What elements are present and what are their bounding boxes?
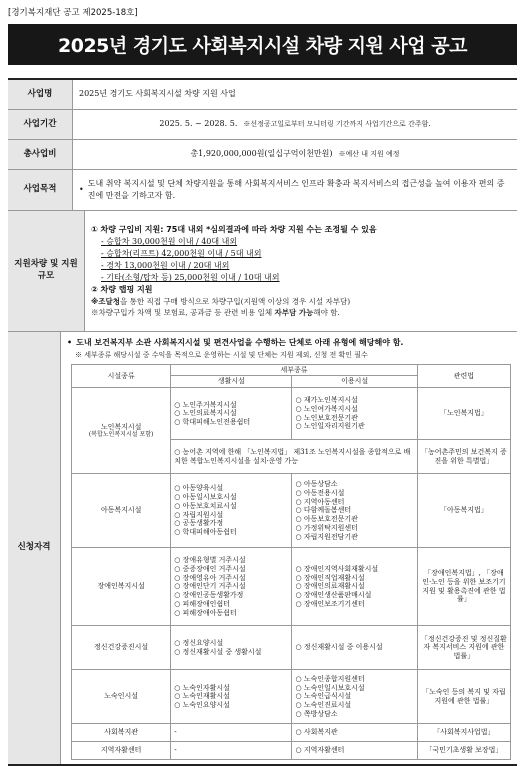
use-facilities: ○ 노숙인종합지원센터 ○ 노숙인일시보호시설 ○ 노숙인급식시설 ○ 노숙인진료시설 ○ 쪽방상담소 [292, 670, 417, 724]
table-row [72, 626, 511, 670]
live-facilities: - [171, 742, 292, 760]
live-facilities: ○ 노인주거복지시설 ○ 노인의료복지시설 ○ 학대피해노인전용쉼터 [171, 388, 292, 440]
row-label: 지원차량 및 지원규모 [8, 211, 85, 331]
facility-type-table [71, 364, 511, 761]
live-facilities: ○ 노숙인자활시설 ○ 노숙인재활시설 ○ 노숙인요양시설 [171, 670, 292, 724]
row-project-period [8, 110, 517, 140]
row-value: 2025년 경기도 사회복지시설 차량 지원 사업 [79, 89, 236, 99]
col-header-type: 시설종류 [72, 364, 171, 388]
use-facilities: ○ 사회복지관 [292, 724, 417, 742]
related-law: 「정신건강증진 및 정신질환자 복지서비스 지원에 관한 법률」 [417, 626, 510, 670]
period-value: 2025. 5. ~ 2028. 5. [159, 119, 238, 129]
eligibility-note: ※ 세부종류 해당시설 중 수익을 목적으로 운영하는 시설 및 단체는 지원 제외, 신청 전 확인 필수 [75, 350, 368, 359]
row-label: 사업목적 [8, 170, 73, 210]
purpose-text: 도내 취약 복지시설 및 단체 차량지원을 통해 사회복지서비스 인프라 확충과 복지서비스의 접근성을 높여 이용자 편의 증진에 만전을 기하고자 함. [87, 179, 505, 200]
row-label: 신청자격 [8, 332, 61, 764]
budget-value: 총1,920,000,000원(일십구억이천만원) [190, 149, 333, 159]
row-label: 총사업비 [8, 140, 73, 169]
support-note-2: ※차량구입가 차액 및 보험료, 공과금 등 관련 비용 일체 자부담 가능해야 함. [91, 308, 340, 317]
notice-number: [경기복지재단 공고 제2025-18호] [8, 8, 138, 18]
live-facilities: - [171, 724, 292, 742]
col-header-law: 관련법 [417, 364, 510, 388]
page-title: 2025년 경기도 사회복지시설 차량 지원 사업 공고 [8, 24, 517, 65]
use-facilities: ○ 장애인지역사회재활시설 ○ 장애인직업재활시설 ○ 장애인의료재활시설 ○ 장애인생산품판매시설 ○ 장애인보조기기센터 [292, 548, 417, 626]
support-note-1: ※조달청을 통한 직접 구매 방식으로 차량구입(지원액 이상의 경우 시설 자부담) [91, 296, 351, 306]
table-row [72, 474, 511, 548]
facility-type: 노숙인시설 [72, 670, 171, 724]
row-label: 사업명 [8, 80, 73, 109]
row-total-budget [8, 140, 517, 170]
col-header-subtype: 세부종류 [171, 364, 418, 376]
eligibility-lead: • 도내 보건복지부 소관 사회복지시설 및 편견사업을 수행하는 단체로 아래 유형에 해당해야 함. [67, 338, 404, 347]
live-facilities: ○ 장애유형별 거주시설 ○ 중증장애인 거주시설 ○ 장애영유아 거주시설 ○ 장애인단기 거주시설 ○ 장애인공동생활가정 ○ 피해장애인쉼터 ○ 피해장애아동쉼터 [171, 548, 292, 626]
support-line-2: ② 차량 랩핑 지원 [91, 284, 153, 294]
support-item: - 경차 13,000천원 이내 / 20대 내외 [101, 260, 230, 270]
row-label: 사업기간 [8, 110, 73, 139]
period-note: ※선정공고일로부터 모니터링 기간까지 사업기간으로 간주함. [243, 120, 431, 129]
col-header-live: 생활시설 [171, 376, 292, 388]
facility-type: 장애인복지시설 [72, 548, 171, 626]
related-law: 「아동복지법」 [417, 474, 510, 548]
table-row [72, 548, 511, 626]
col-header-use: 이용시설 [292, 376, 417, 388]
support-item: - 기타(소형/탑차 등) 25,000천원 이내 / 10대 내외 [101, 272, 280, 282]
table-row [72, 670, 511, 724]
support-line-1: ① 차량 구입비 지원: 75대 내외 *심의결과에 따라 차량 지원 수는 조정될 수 있음 [91, 224, 377, 234]
table-row [72, 724, 511, 742]
use-facilities: ○ 지역자활센터 [292, 742, 417, 760]
related-law: 「국민기초생활 보장법」 [417, 742, 510, 760]
row-eligibility [8, 332, 517, 766]
related-law: 「노인복지법」 [417, 388, 510, 440]
facility-type: 지역자활센터 [72, 742, 171, 760]
facility-type: 노인복지시설 (복합노인복지시설 포함) [72, 388, 171, 474]
budget-note: ※예산 내 지원 예정 [338, 150, 400, 159]
table-row [72, 388, 511, 440]
support-item: - 승합차 30,000천원 이내 / 40대 내외 [101, 236, 238, 246]
related-law: 「장애인복지법」, 「장애인·노인 등을 위한 보조기기 지원 및 활용촉진에 관한 법률」 [417, 548, 510, 626]
related-law: 「농어촌주민의 보건복지 증진을 위한 특별법」 [417, 440, 510, 474]
table-row [72, 742, 511, 760]
facility-type: 사회복지관 [72, 724, 171, 742]
facility-type: 아동복지시설 [72, 474, 171, 548]
related-law: 「사회복지사업법」 [417, 724, 510, 742]
row-purpose: 사업목적 • 도내 취약 복지시설 및 단체 차량지원을 통해 사회복지서비스 인프라 확충과 복지서비스의 접근성을 높여 이용자 편의 증진에 만전을 기하고자 함. [8, 170, 517, 211]
use-facilities: ○ 재가노인복지시설 ○ 노인여가복지시설 ○ 노인보호전문기관 ○ 노인일자리지원기관 [292, 388, 417, 440]
support-item: - 승합차(리프트) 42,000천원 이내 / 5대 내외 [101, 248, 262, 258]
related-law: 「노숙인 등의 복지 및 자립지원에 관한 법률」 [417, 670, 510, 724]
rural-note: ○ 농어촌 지역에 한해 「노인복지법」 제31조 노인복지시설을 종합적으로 배치한 복합노인복지시설을 설치·운영 가능 [171, 440, 418, 474]
live-facilities: ○ 아동양육시설 ○ 아동일시보호시설 ○ 아동보호치료시설 ○ 자립지원시설 ○ 공동생활가정 ○ 학대피해아동쉼터 [171, 474, 292, 548]
use-facilities: ○ 정신재활시설 중 이용시설 [292, 626, 417, 670]
notice-table [8, 78, 517, 766]
facility-type: 정신건강증진시설 [72, 626, 171, 670]
row-project-name [8, 80, 517, 110]
use-facilities: ○ 아동상담소 ○ 아동전용시설 ○ 지역아동센터 ○ 다함께돌봄센터 ○ 아동보호전문기관 ○ 가정위탁지원센터 ○ 자립지원전담기관 [292, 474, 417, 548]
live-facilities: ○ 정신요양시설 ○ 정신재활시설 중 생활시설 [171, 626, 292, 670]
row-support-scale [8, 211, 517, 332]
